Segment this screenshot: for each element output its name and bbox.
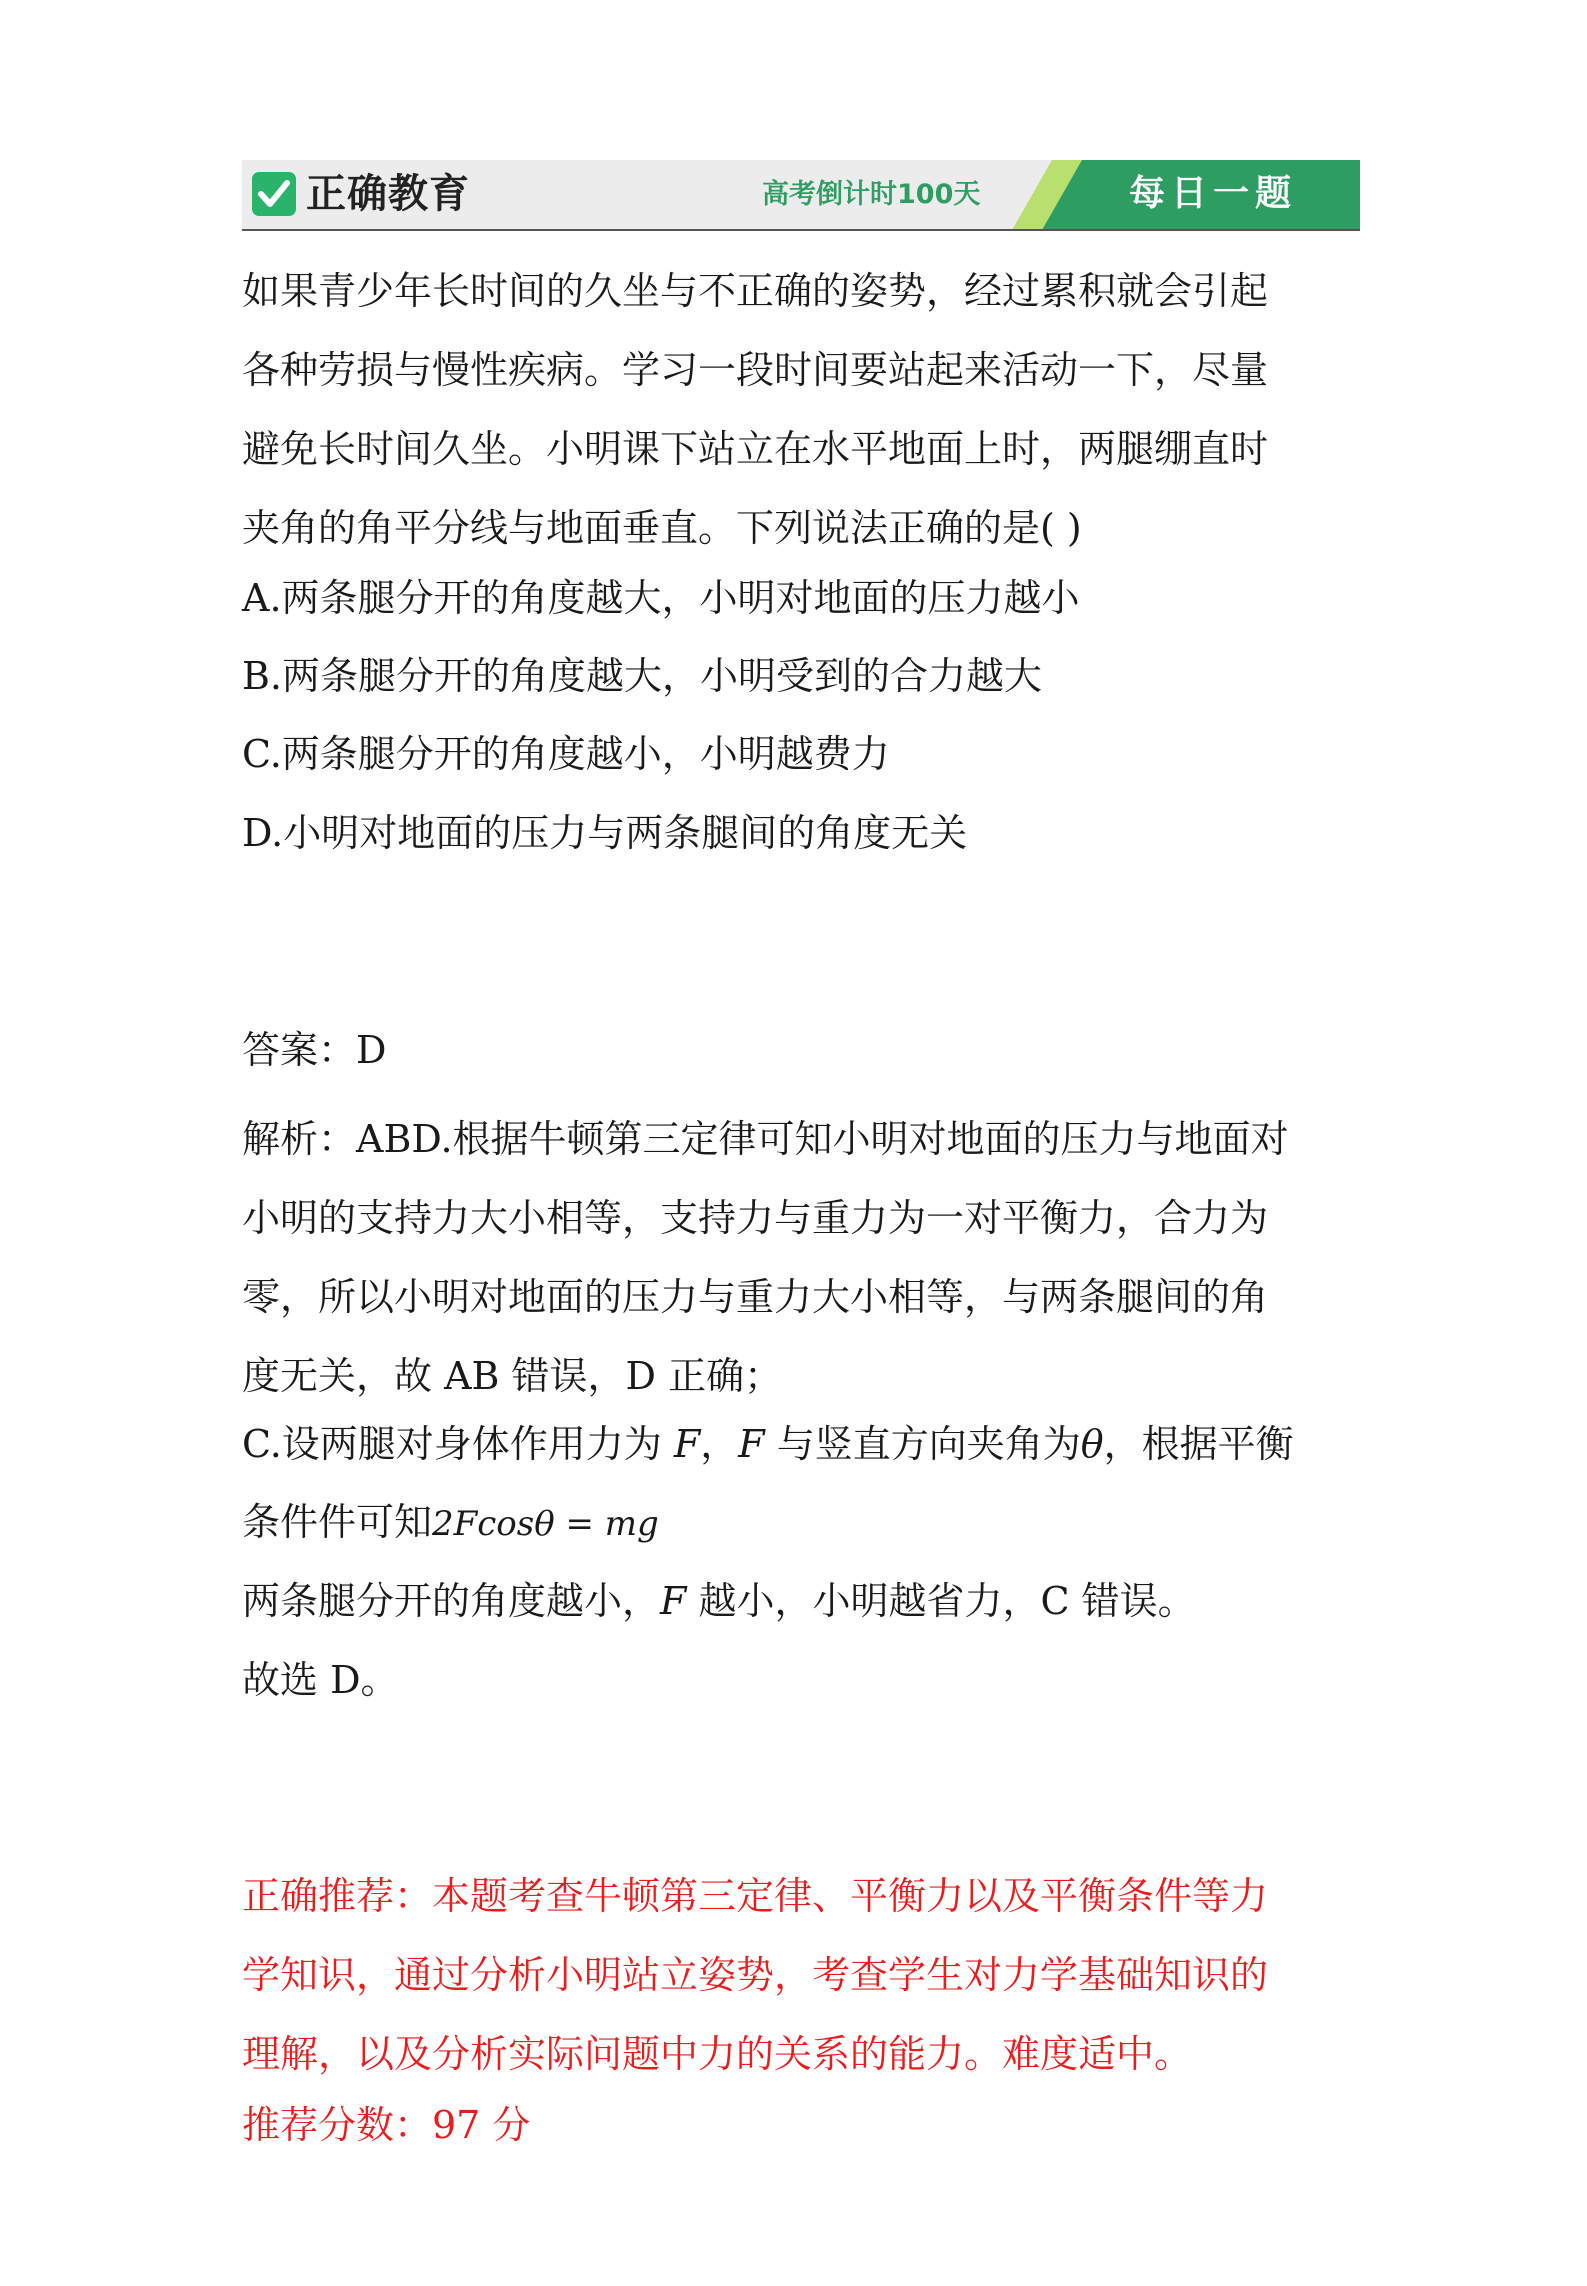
option-a: A.两条腿分开的角度越大，小明对地面的压力越小 (242, 576, 1080, 620)
recommendation-line: 正确推荐：本题考查牛顿第三定律、平衡力以及平衡条件等力 (242, 1874, 1269, 1918)
recommend-score: 推荐分数：97 分 (242, 2103, 531, 2147)
recommendation-line: 理解，以及分析实际问题中力的关系的能力。难度适中。 (242, 2032, 1193, 2076)
analysis-line: 小明的支持力大小相等，支持力与重力为一对平衡力，合力为 (242, 1196, 1269, 1240)
recommendation (242, 1857, 1362, 2094)
balance-formula: 2Fcosθ = mg (432, 1504, 659, 1544)
analysis-line: 度无关，故 AB 错误，D 正确； (242, 1354, 783, 1398)
header-banner (242, 160, 1360, 230)
check-icon (252, 172, 296, 216)
analysis-line: 解析：ABD.根据牛顿第三定律可知小明对地面的压力与地面对 (242, 1117, 1289, 1161)
header-divider (242, 229, 1360, 231)
brand-name: 正确教育 (306, 171, 470, 217)
question-stem (242, 252, 1362, 568)
analysis-line: 零，所以小明对地面的压力与重力大小相等，与两条腿间的角 (242, 1275, 1269, 1319)
option-b: B.两条腿分开的角度越大，小明受到的合力越大 (242, 654, 1043, 698)
daily-question-label: 每日一题 (1128, 173, 1297, 214)
option-d: D.小明对地面的压力与两条腿间的角度无关 (242, 811, 968, 855)
question-line: 夹角的角平分线与地面垂直。下列说法正确的是( ) (242, 506, 1082, 550)
answer-label: 答案：D (242, 1028, 387, 1072)
question-line: 各种劳损与慢性疾病。学习一段时间要站起来活动一下，尽量 (242, 348, 1269, 392)
daily-question-badge (1012, 160, 1360, 230)
recommendation-line: 学知识，通过分析小明站立姿势，考查学生对力学基础知识的 (242, 1953, 1269, 1997)
analysis (242, 1100, 1362, 1416)
analysis-c-conclusion: 两条腿分开的角度越小，F 越小，小明越省力，C 错误。 (242, 1579, 1196, 1623)
question-line: 如果青少年长时间的久坐与不正确的姿势，经过累积就会引起 (242, 269, 1269, 313)
analysis-condition-line: 条件件可知2Fcosθ = mg (242, 1500, 659, 1544)
analysis-c-line: C.设两腿对身体作用力为 F，F 与竖直方向夹角为θ，根据平衡 (242, 1422, 1294, 1466)
countdown-label: 高考倒计时100天 (762, 179, 981, 210)
final-answer: 故选 D。 (242, 1658, 399, 1702)
question-line: 避免长时间久坐。小明课下站立在水平地面上时，两腿绷直时 (242, 427, 1269, 471)
option-c: C.两条腿分开的角度越小，小明越费力 (242, 732, 890, 776)
